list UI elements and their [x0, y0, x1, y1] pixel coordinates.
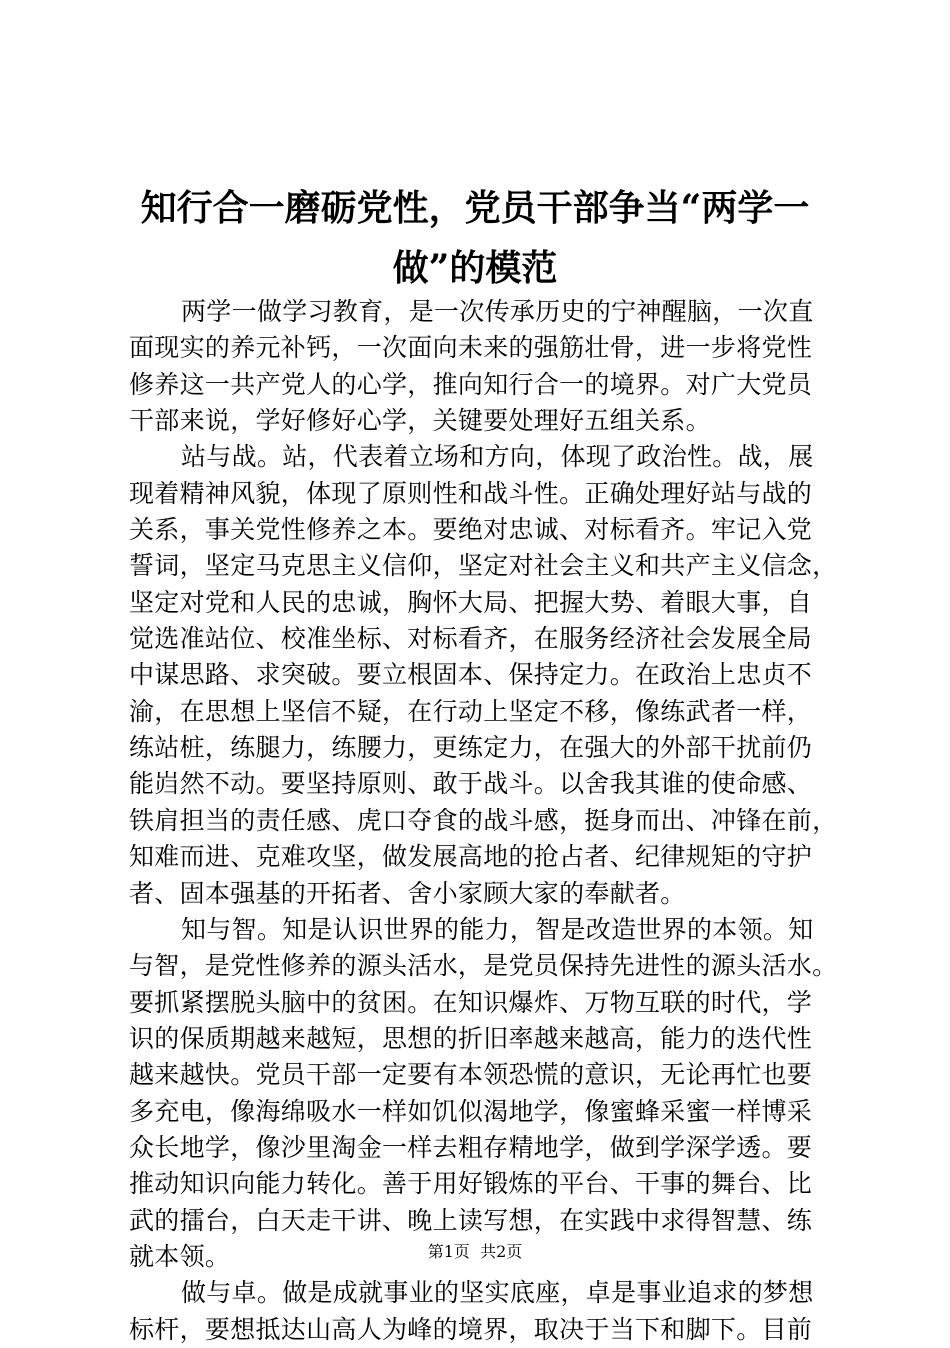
- paragraph-line: 觉选准站位、校准坐标、对标看齐，在服务经济社会发展全局: [129, 624, 813, 654]
- document-body: [129, 294, 841, 1348]
- paragraph-line: 站与战。站，代表着立场和方向，体现了政治性。战，展: [181, 442, 814, 472]
- paragraph-line: 练站桩，练腿力，练腰力，更练定力，在强大的外部干扰前仍: [129, 733, 813, 763]
- paragraph-line: 多充电，像海绵吸水一样如饥似渴地学，像蜜蜂采蜜一样博采: [129, 1096, 813, 1126]
- paragraph-line: 者、固本强基的开拓者、舍小家顾大家的奉献者。: [129, 878, 686, 908]
- paragraph-line: 铁肩担当的责任感、虎口夺食的战斗感，挺身而出、冲锋在前，: [129, 805, 838, 835]
- paragraph-line: 干部来说，学好修好心学，关键要处理好五组关系。: [129, 406, 711, 436]
- paragraph-line: 知与智。知是认识世界的能力，智是改造世界的本领。知: [181, 914, 814, 944]
- paragraph-line: 做与卓。做是成就事业的坚实底座，卓是事业追求的梦想: [181, 1278, 814, 1308]
- document-title-line-2: 做”的模范: [392, 247, 558, 289]
- paragraph-line: 能岿然不动。要坚持原则、敢于战斗。以舍我其谁的使命感、: [129, 769, 813, 799]
- paragraph-line: 面现实的养元补钙，一次面向未来的强筋壮骨，进一步将党性: [129, 333, 813, 363]
- paragraph-line: 越来越快。党员干部一定要有本领恐慌的意识，无论再忙也要: [129, 1060, 813, 1090]
- paragraph-line: 众长地学，像沙里淘金一样去粗存精地学，做到学深学透。要: [129, 1132, 813, 1162]
- document-title-line-1: 知行合一磨砺党性，党员干部争当“两学一: [140, 187, 810, 229]
- page-number-footer: 第1页 共2页: [427, 1242, 523, 1261]
- paragraph-line: 两学一做学习教育，是一次传承历史的宁神醒脑，一次直: [181, 297, 814, 326]
- paragraph-line: 关系，事关党性修养之本。要绝对忠诚、对标看齐。牢记入党: [129, 515, 813, 545]
- paragraph-line: 武的擂台，白天走干讲、晚上读写想，在实践中求得智慧、练: [129, 1205, 813, 1235]
- paragraph-line: 坚定对党和人民的忠诚，胸怀大局、把握大势、着眼大事，自: [129, 587, 813, 617]
- paragraph-line: 与智，是党性修养的源头活水，是党员保持先进性的源头活水。: [129, 951, 838, 981]
- paragraph-line: 誓词，坚定马克思主义信仰，坚定对社会主义和共产主义信念，: [129, 551, 838, 581]
- paragraph-line: 标杆，要想抵达山高人为峰的境界，取决于当下和脚下。目前: [129, 1314, 813, 1344]
- paragraph-line: 就本领。: [129, 1241, 231, 1271]
- paragraph-line: 推动知识向能力转化。善于用好锻炼的平台、干事的舞台、比: [129, 1169, 813, 1199]
- paragraph-line: 识的保质期越来越短，思想的折旧率越来越高，能力的迭代性: [129, 1023, 813, 1053]
- paragraph-line: 渝，在思想上坚信不疑，在行动上坚定不移，像练武者一样，: [129, 696, 813, 726]
- paragraph-line: 中谋思路、求突破。要立根固本、保持定力。在政治上忠贞不: [129, 660, 813, 690]
- paragraph-line: 要抓紧摆脱头脑中的贫困。在知识爆炸、万物互联的时代，学: [129, 987, 813, 1017]
- paragraph-line: 修养这一共产党人的心学，推向知行合一的境界。对广大党员: [129, 369, 813, 399]
- paragraph-line: 现着精神风貌，体现了原则性和战斗性。正确处理好站与战的: [129, 478, 813, 508]
- paragraph-line: 知难而进、克难攻坚，做发展高地的抢占者、纪律规矩的守护: [129, 842, 813, 872]
